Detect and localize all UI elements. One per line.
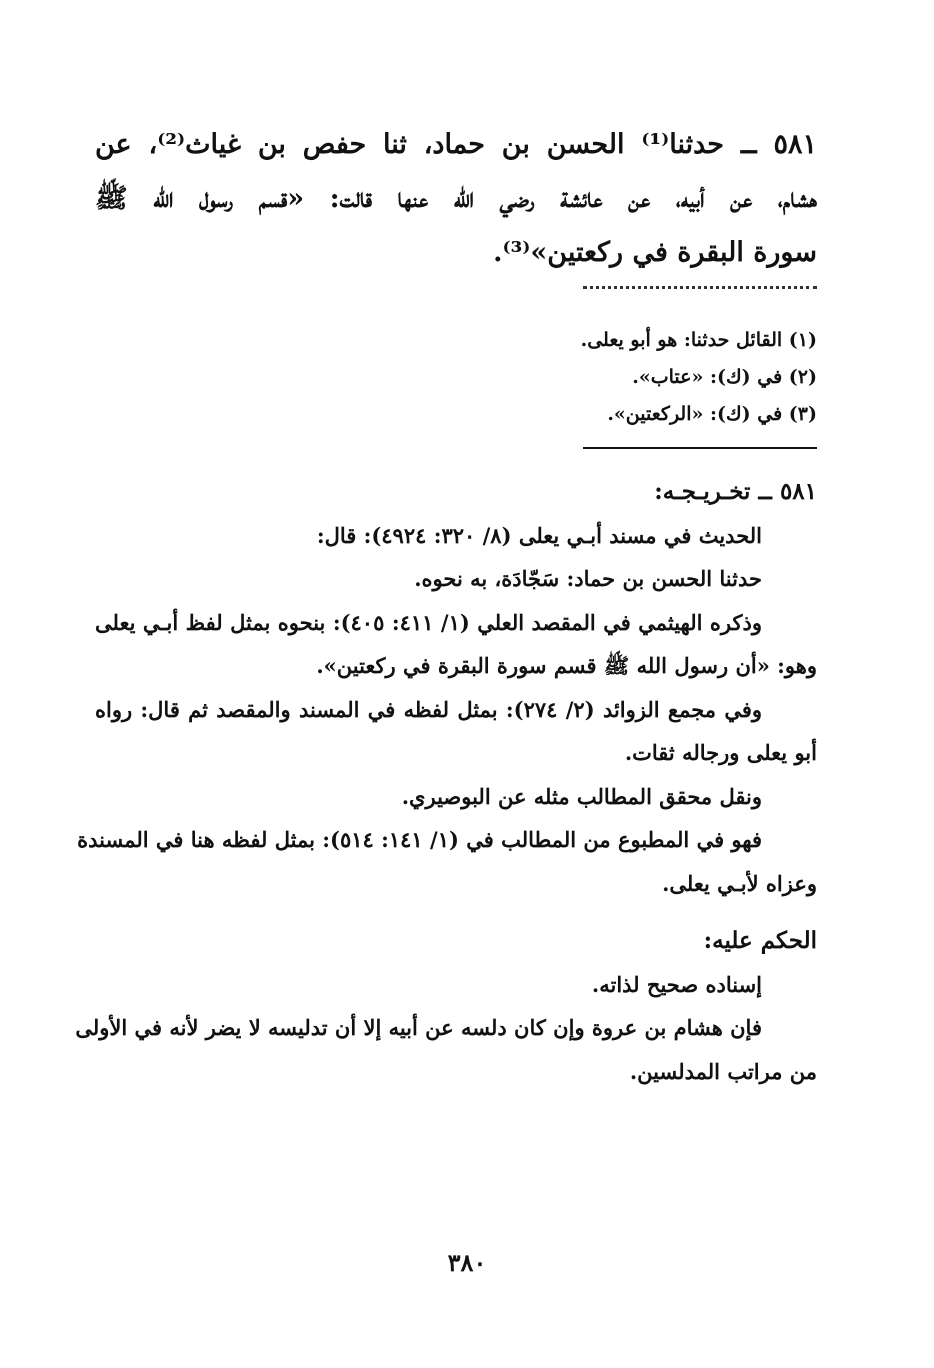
hukm-line: من مراتب المدلسين.: [629, 1058, 817, 1084]
takhrij-line: فهو في المطبوع من المطالب في (١/ ١٤١: ٥١٤): بمثل لفظه هنا في المسندة: [77, 827, 762, 852]
takhrij-line: أبو يعلى ورجاله ثقات.: [624, 740, 817, 765]
hadith-line: ٥٨١ ــ حدثنا⁽¹⁾ الحسن بن حماد، ثنا حفص بن غياث⁽²⁾، عن: [95, 129, 817, 160]
takhrij-heading: ٥٨١ ــ تخـريـجـه:: [654, 478, 817, 505]
hukm-heading: الحكم عليه:: [703, 927, 817, 954]
takhrij-line: وعزاه لأبـي يعلى.: [662, 870, 817, 896]
hadith-line: سورة البقرة في ركعتين»⁽³⁾.: [493, 237, 817, 268]
footnote: (١) القائل حدثنا: هو أبو يعلى.: [580, 329, 817, 351]
hukm-line: إسناده صحيح لذاته.: [591, 971, 762, 997]
footnote: (٢) في (ك): «عتاب».: [632, 366, 817, 388]
section-divider: [583, 447, 817, 449]
footnote: (٣) في (ك): «الركعتين».: [607, 403, 817, 425]
takhrij-line: وهو: «أن رسول الله ﷺ قسم سورة البقرة في ركعتين».: [316, 653, 817, 678]
takhrij-line: وذكره الهيثمي في المقصد العلي (١/ ٤١١: ٤٠٥): بنحوه بمثل لفظ أبـي يعلى: [95, 609, 762, 635]
page-number: ٣٨٠: [447, 1248, 487, 1277]
hadith-line: هشام، عن أبيه، عن عائشة رضي الله عنها قالت: «قسم رسول الله ﷺ: [95, 183, 817, 214]
hadith-text: [95, 118, 817, 280]
takhrij-section: [75, 470, 817, 1093]
hukm-line: فإن هشام بن عروة وإن كان دلسه عن أبيه إلا أن تدليسه لا يضر لأنه في الأولى: [75, 1015, 762, 1040]
takhrij-line: الحديث في مسند أبـي يعلى (٨/ ٣٢٠: ٤٩٢٤): قال:: [316, 522, 762, 548]
footnote-separator: [583, 286, 817, 293]
spacer: [95, 905, 817, 919]
footnotes: [95, 322, 817, 433]
takhrij-line: حدثنا الحسن بن حماد: سَجّادَة، به نحوه.: [414, 566, 762, 591]
takhrij-line: وفي مجمع الزوائد (٢/ ٢٧٤): بمثل لفظه في المسند والمقصد ثم قال: رواه: [95, 696, 763, 722]
takhrij-line: ونقل محقق المطالب مثله عن البوصيري.: [401, 783, 762, 809]
